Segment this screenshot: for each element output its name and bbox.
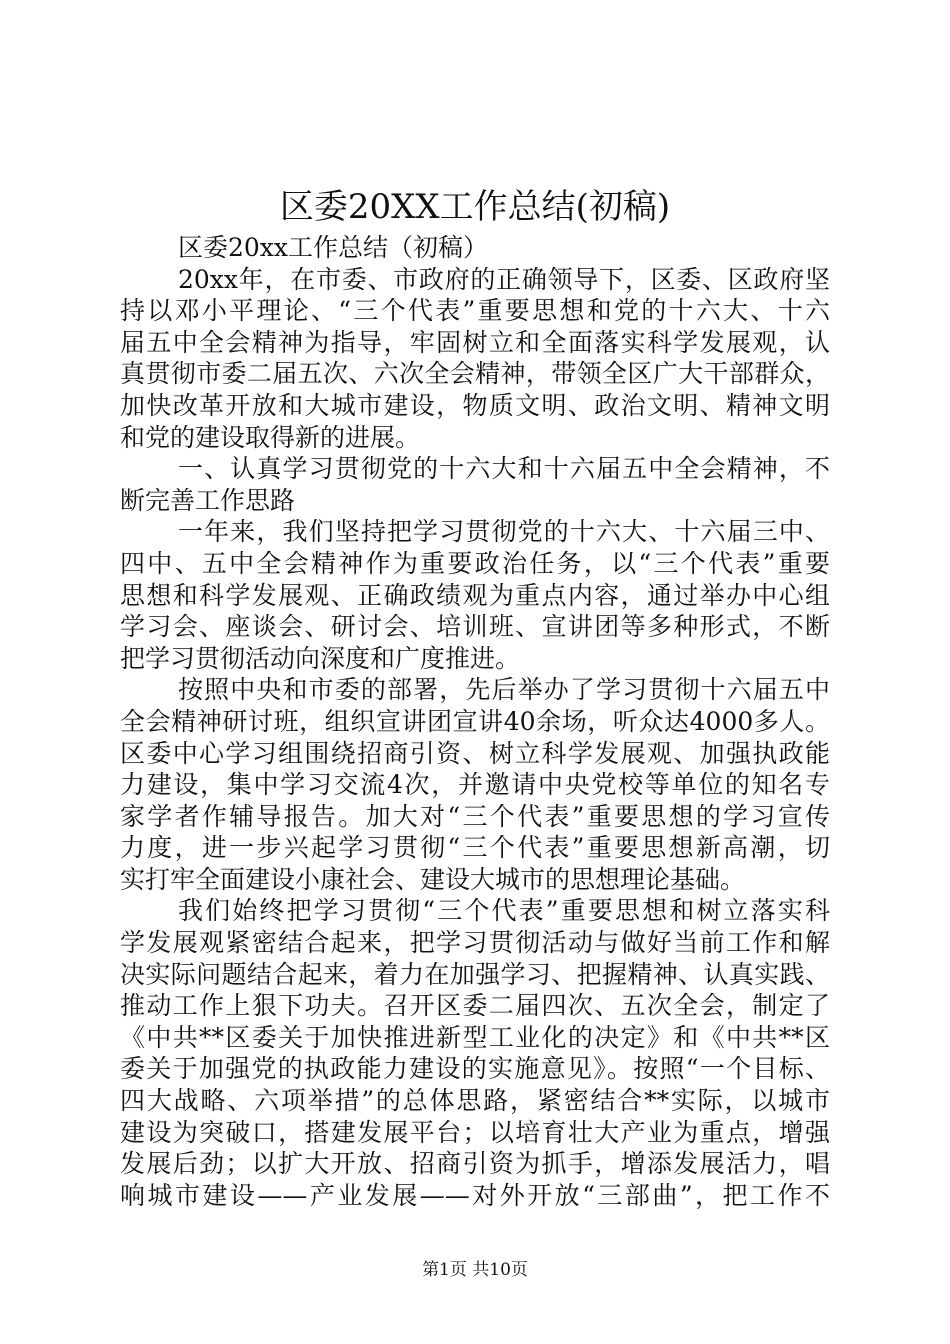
- text-line: 一年来，我们坚持把学习贯彻党的十六大、十六届三中、: [178, 517, 830, 547]
- text-line: 区委中心学习组围绕招商引资、树立科学发展观、加强执政能: [120, 738, 830, 768]
- text-line: 20xx年，在市委、市政府的正确领导下，区委、区政府坚: [178, 264, 830, 294]
- text-line: 建设为突破口，搭建发展平台；以培育壮大产业为重点，增强: [120, 1117, 830, 1147]
- text-line: 学发展观紧密结合起来，把学习贯彻活动与做好当前工作和解: [120, 928, 830, 958]
- text-line: 持以邓小平理论、“三个代表”重要思想和党的十六大、十六: [120, 296, 830, 326]
- text-line: 届五中全会精神为指导，牢固树立和全面落实科学发展观，认: [120, 327, 830, 357]
- text-line: 我们始终把学习贯彻“三个代表”重要思想和树立落实科: [178, 896, 830, 926]
- text-line: 区委20xx工作总结（初稿）: [178, 233, 489, 262]
- text-line: 响城市建设——产业发展——对外开放“三部曲”，把工作不: [120, 1180, 830, 1210]
- text-line: 决实际问题结合起来，着力在加强学习、把握精神、认真实践、: [120, 959, 830, 989]
- text-line: 四大战略、六项举措”的总体思路，紧密结合**实际，以城市: [120, 1086, 830, 1116]
- text-line: 发展后劲；以扩大开放、招商引资为抓手，增添发展活力，唱: [120, 1149, 830, 1179]
- page-footer: 第1页 共10页: [422, 1260, 528, 1280]
- text-line: 家学者作辅导报告。加大对“三个代表”重要思想的学习宣传: [120, 801, 830, 831]
- text-line: 实打牢全面建设小康社会、建设大城市的思想理论基础。: [120, 864, 746, 894]
- document-title: 区委20XX工作总结(初稿): [279, 187, 671, 227]
- text-line: 真贯彻市委二届五次、六次全会精神，带领全区广大干部群众，: [120, 359, 830, 389]
- text-line: 一、认真学习贯彻党的十六大和十六届五中全会精神，不: [178, 454, 830, 484]
- text-line: 全会精神研讨班，组织宣讲团宣讲40余场，听众达4000多人。: [120, 706, 830, 736]
- text-line: 四中、五中全会精神作为重要政治任务，以“三个代表”重要: [120, 548, 830, 578]
- text-line: 思想和科学发展观、正确政绩观为重点内容，通过举办中心组: [120, 580, 830, 610]
- text-line: 加快改革开放和大城市建设，物质文明、政治文明、精神文明: [120, 390, 830, 420]
- text-line: 《中共**区委关于加快推进新型工业化的决定》和《中共**区: [120, 1022, 830, 1052]
- text-line: 和党的建设取得新的进展。: [120, 422, 421, 452]
- document-body: [120, 232, 830, 1211]
- text-line: 委关于加强党的执政能力建设的实施意见》。按照“一个目标、: [120, 1054, 830, 1084]
- text-line: 学习会、座谈会、研讨会、培训班、宣讲团等多种形式，不断: [120, 612, 830, 642]
- text-line: 推动工作上狠下功夫。召开区委二届四次、五次全会，制定了: [120, 991, 830, 1021]
- text-line: 力度，进一步兴起学习贯彻“三个代表”重要思想新高潮，切: [120, 833, 830, 863]
- text-line: 把学习贯彻活动向深度和广度推进。: [120, 643, 521, 673]
- text-line: 力建设，集中学习交流4次，并邀请中央党校等单位的知名专: [120, 770, 830, 800]
- text-line: 按照中央和市委的部署，先后举办了学习贯彻十六届五中: [178, 675, 830, 705]
- text-line: 断完善工作思路: [120, 485, 296, 515]
